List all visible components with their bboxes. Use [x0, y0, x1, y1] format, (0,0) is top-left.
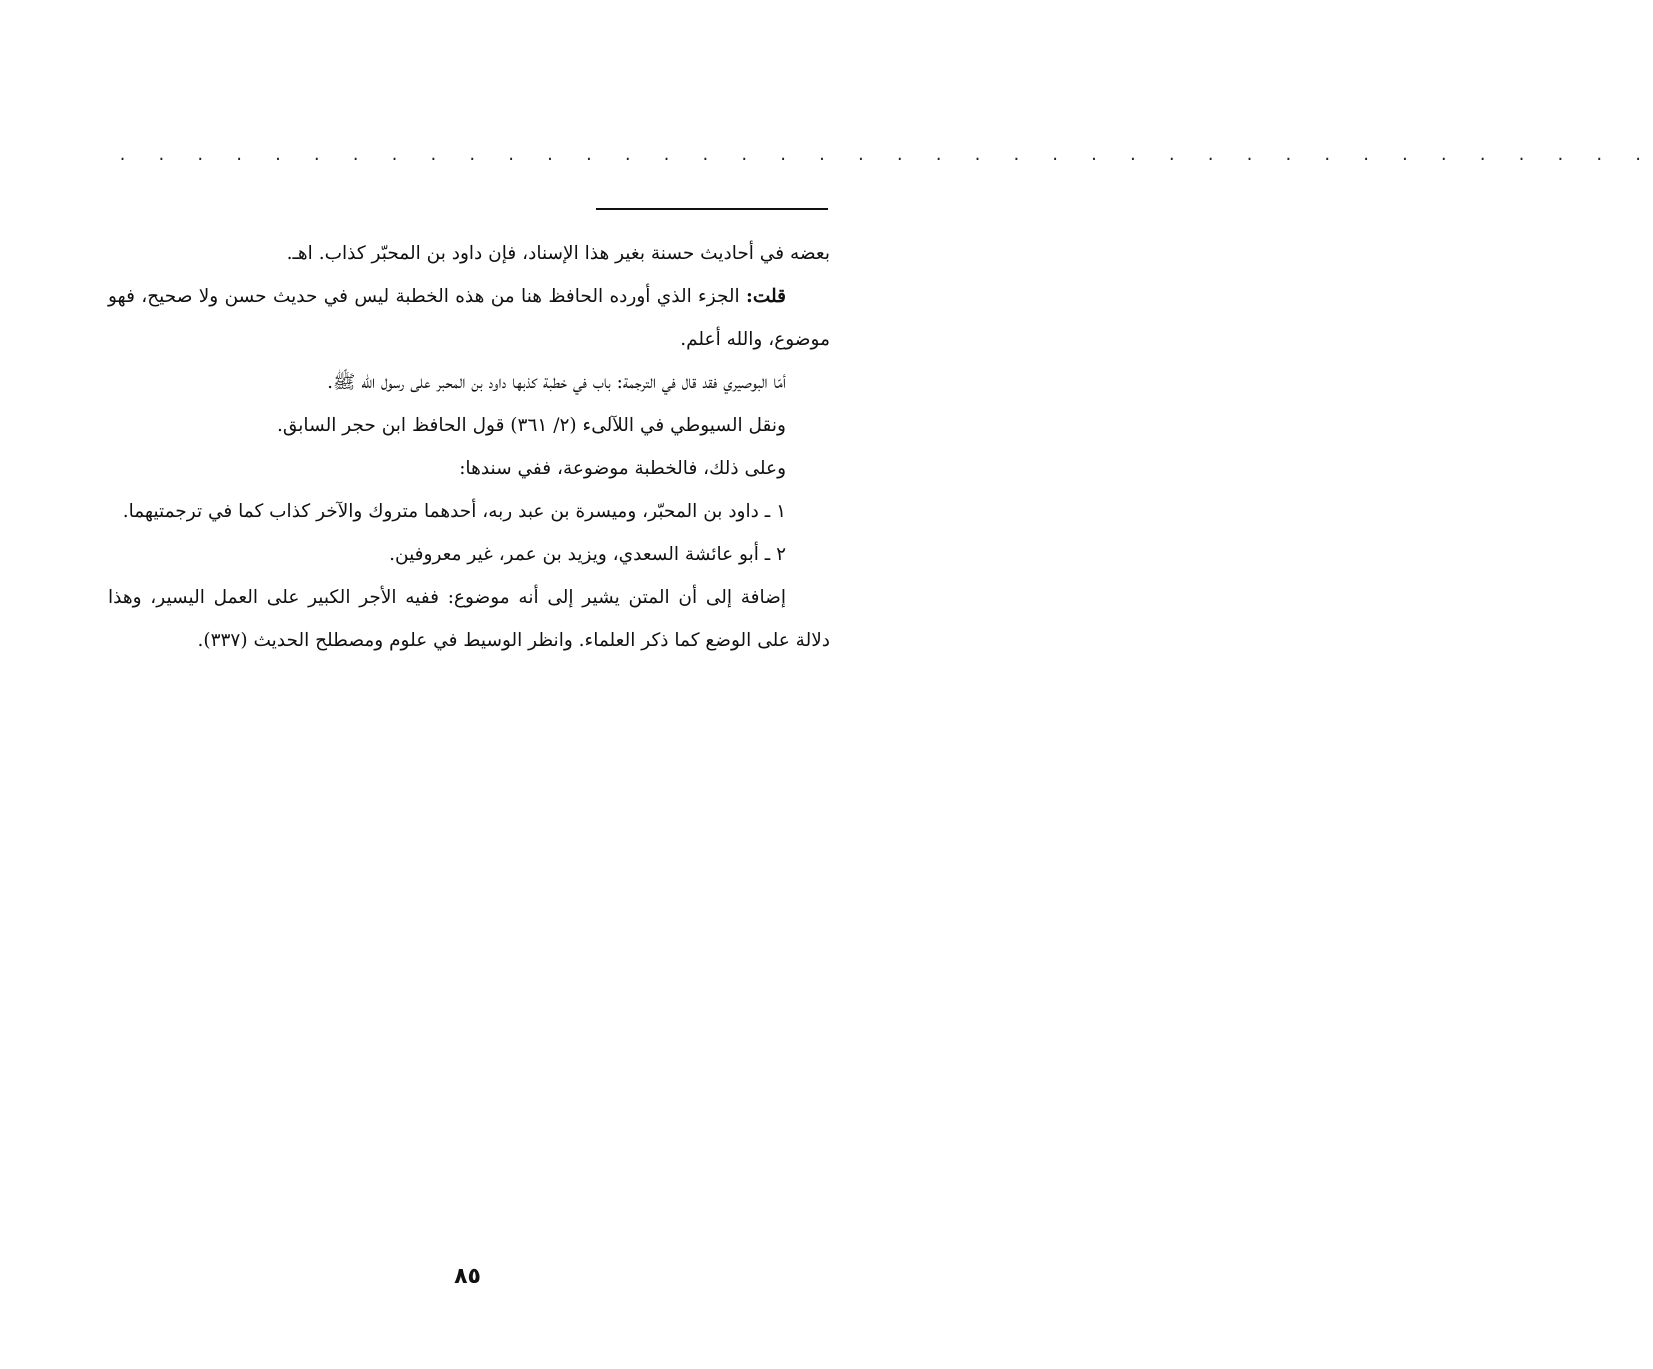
paragraph-suyuti: ونقل السيوطي في اللآلىء (٢/ ٣٦١) قول الحافظ ابن حجر السابق.	[276, 415, 786, 436]
footnote-text	[108, 232, 830, 662]
dotted-separator: . . . . . . . . . . . . . . . . . . . . . . . . . . . . . . . . . . . . . . . .	[118, 146, 1653, 164]
paragraph-continuation: بعضه في أحاديث حسنة بغير هذا الإسناد، فإن داود بن المحبّر كذاب. اهـ.	[286, 243, 830, 264]
paragraph-busiri: أمّا البوصيري فقد قال في الترجمة: باب في خطبة كذبها داود بن المحبر على رسول الله ﷺ.	[327, 372, 786, 393]
paragraph-conclusion: وعلى ذلك، فالخطبة موضوعة، ففي سندها:	[459, 458, 786, 479]
list-item-2: ٢ ـ أبو عائشة السعدي، ويزيد بن عمر، غير معروفين.	[389, 544, 786, 565]
paragraph-body: الجزء الذي أورده الحافظ هنا من هذه الخطبة ليس في حديث حسن ولا صحيح، فهو موضوع، والله أعلم.	[108, 286, 830, 350]
paragraph-addition: إضافة إلى أن المتن يشير إلى أنه موضوع: ففيه الأجر الكبير على العمل اليسير، وهذا دلالة على الوضع كما ذكر العلماء. وانظر الوسيط في علوم ومصطلح الحديث (٣٣٧).	[108, 587, 830, 651]
footnote-rule	[596, 208, 828, 210]
page-number: ٨٥	[454, 1264, 481, 1289]
paragraph-qultu	[108, 275, 830, 361]
list-item-1: ١ ـ داود بن المحبّر، وميسرة بن عبد ربه، أحدهما متروك والآخر كذاب كما في ترجمتيهما.	[122, 501, 786, 522]
paragraph-lead: قلت:	[746, 286, 786, 307]
